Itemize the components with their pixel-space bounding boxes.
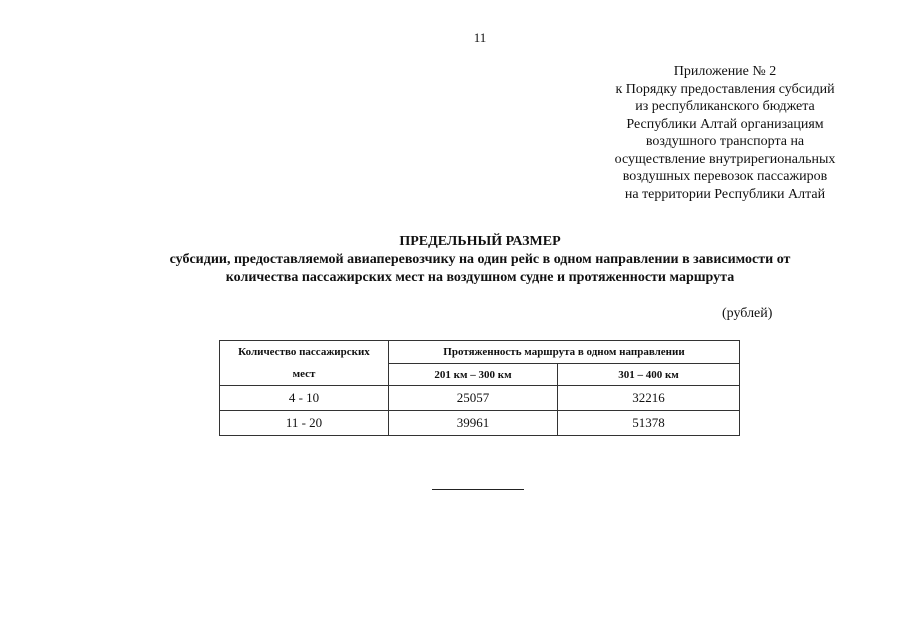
- table-row: [220, 411, 740, 436]
- table-subheader-row: [220, 364, 740, 386]
- table-row: [220, 386, 740, 411]
- seats-cell: 4 - 10: [220, 386, 389, 411]
- seats-header: Количество пассажирских: [220, 341, 389, 364]
- document-title: [100, 233, 860, 287]
- appendix-line: воздушного транспорта на: [645, 134, 805, 149]
- title-line-1: субсидии, предоставляемой авиаперевозчику на один рейс в одном направлении в зависимости от: [169, 252, 791, 267]
- appendix-line: осуществление внутрирегиональных: [614, 151, 836, 167]
- appendix-note: [590, 63, 860, 203]
- closing-rule: [432, 489, 524, 490]
- subsidy-table: [219, 340, 740, 436]
- value-cell: 51378: [558, 411, 740, 436]
- seats-header-cont: мест: [220, 364, 389, 386]
- value-cell: 32216: [558, 386, 740, 411]
- title-heading: ПРЕДЕЛЬНЫЙ РАЗМЕР: [399, 234, 561, 249]
- appendix-line: воздушных перевозок пассажиров: [622, 169, 828, 184]
- value-cell: 25057: [389, 386, 558, 411]
- appendix-line: на территории Республики Алтай: [624, 186, 826, 202]
- appendix-line: Приложение № 2: [673, 64, 777, 79]
- appendix-line: из республиканского бюджета: [635, 99, 815, 114]
- appendix-line: к Порядку предоставления субсидий: [615, 81, 835, 97]
- range-header-2: 301 – 400 км: [558, 364, 740, 386]
- value-cell: 39961: [389, 411, 558, 436]
- table-header-row: [220, 341, 740, 364]
- route-length-header: Протяженность маршрута в одном направлении: [389, 341, 740, 364]
- appendix-line: Республики Алтай организациям: [626, 116, 824, 132]
- page-number: 11: [473, 30, 487, 45]
- range-header-1: 201 км – 300 км: [389, 364, 558, 386]
- unit-label: (рублей): [722, 306, 773, 321]
- title-line-2: количества пассажирских мест на воздушном судне и протяженности маршрута: [225, 270, 735, 285]
- seats-cell: 11 - 20: [220, 411, 389, 436]
